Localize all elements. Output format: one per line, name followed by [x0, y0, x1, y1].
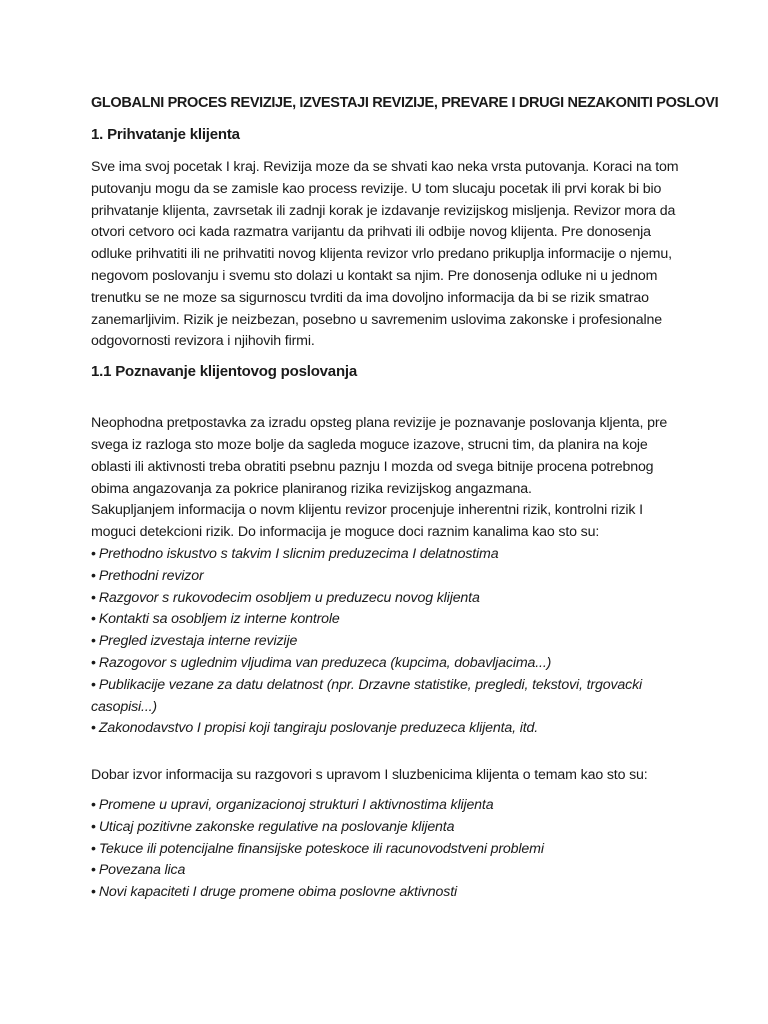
list-item: • Uticaj pozitivne zakonske regulative na poslovanje klijenta: [91, 818, 455, 835]
list-item: • Promene u upravi, organizacionoj strukturi I aktivnostima klijenta: [91, 796, 494, 813]
bullet-icon: •: [91, 720, 96, 737]
paragraph-prihvatanje-klijenta: Sve ima svoj pocetak I kraj. Revizija moze da se shvati kao neka vrsta putovanja. Koraci na tom putovanju mogu da se zamisle kao process revizije. U tom slucaju pocetak ili prvi korak bi bio prihvatanje klijenta, zavrsetak ili zadnji korak je izdavanje revizijskog misljenja. Revizor mora da otvori cetvoro oci kada razmatra varijantu da prihvati ili odbije novog klijenta. Pre donosenja odluke prihvatiti ili ne prihvatiti novog klijenta revizor vrlo predano prikuplja informacije o njemu, negovom poslovanju i svemu sto dolazi u kontakt sa njim. Pre donosenja odluke ni u jednom trenutku se ne moze sa sigurnoscu tvrditi da ima dovoljno informacija da bi se rizik smatrao zanemarljivim. Rizik je neizbezan, posebno u savremenim uslovima zakonske i profesionalne odgovornosti revizora i njihovih firmi.: [91, 159, 679, 350]
list-item: • Razogovor s uglednim vljudima van preduzeca (kupcima, dobavljacima...): [91, 654, 552, 671]
bullet-icon: •: [91, 840, 96, 857]
paragraph-pretpostavka: Neophodna pretpostavka za izradu opsteg plana revizije je poznavanje poslovanja kljenta, pre svega iz razloga sto moze bolje da sagleda moguce izazove, strucni tim, da planira na koje oblasti ili aktivnosti treba obratiti psebnu paznju I mozda od svega bitnije procena potrebnog obima angazovanja za pokrice planiranog rizika revizijskog angazmana.: [91, 415, 668, 497]
bullet-icon: •: [91, 796, 96, 813]
bullet-icon: •: [91, 589, 96, 606]
list-item: • Razgovor s rukovodecim osobljem u preduzecu novog klijenta: [91, 589, 480, 606]
bullet-icon: •: [91, 884, 96, 901]
document-title: GLOBALNI PROCES REVIZIJE, IZVESTAJI REVIZIJE, PREVARE I DRUGI NEZAKONITI POSLOVI: [91, 95, 719, 111]
list-item: • Povezana lica: [91, 862, 186, 879]
list-item: • Novi kapaciteti I druge promene obima poslovne aktivnosti: [91, 884, 457, 901]
bullet-icon: •: [91, 676, 96, 693]
paragraph-dobar-izvor: Dobar izvor informacija su razgovori s upravom I sluzbenicima klijenta o temam kao sto su:: [91, 767, 648, 784]
bullet-icon: •: [91, 862, 96, 879]
list-item: • Publikacije vezane za datu delatnost (npr. Drzavne statistike, pregledi, tekstovi, trgovacki casopisi...): [91, 676, 643, 715]
list-information-sources: [91, 544, 688, 740]
bullet-icon: •: [91, 633, 96, 650]
bullet-icon: •: [91, 818, 96, 835]
list-item: • Prethodno iskustvo s takvim I slicnim preduzecima I delatnostima: [91, 545, 499, 562]
section-heading-poznavanje-poslovanja: 1.1 Poznavanje klijentovog poslovanja: [91, 363, 358, 381]
list-item: • Zakonodavstvo I propisi koji tangiraju poslovanje preduzeca klijenta, itd.: [91, 720, 539, 737]
list-item: • Pregled izvestaja interne revizije: [91, 633, 298, 650]
bullet-icon: •: [91, 545, 96, 562]
paragraph-sakupljanje-informacija: Sakupljanjem informacija o novm klijentu revizor procenjuje inherentni rizik, kontrolni rizik I moguci detekcioni rizik. Do informacija je moguce doci raznim kanalima kao sto su:: [91, 502, 643, 541]
list-item: • Prethodni revizor: [91, 567, 204, 584]
list-item: • Tekuce ili potencijalne finansijske poteskoce ili racunovodstveni problemi: [91, 840, 544, 857]
list-discussion-topics: [91, 795, 688, 904]
section-heading-prihvatanje-klijenta: 1. Prihvatanje klijenta: [91, 126, 240, 143]
bullet-icon: •: [91, 654, 96, 671]
bullet-icon: •: [91, 567, 96, 584]
bullet-icon: •: [91, 611, 96, 628]
list-item: • Kontakti sa osobljem iz interne kontrole: [91, 611, 340, 628]
